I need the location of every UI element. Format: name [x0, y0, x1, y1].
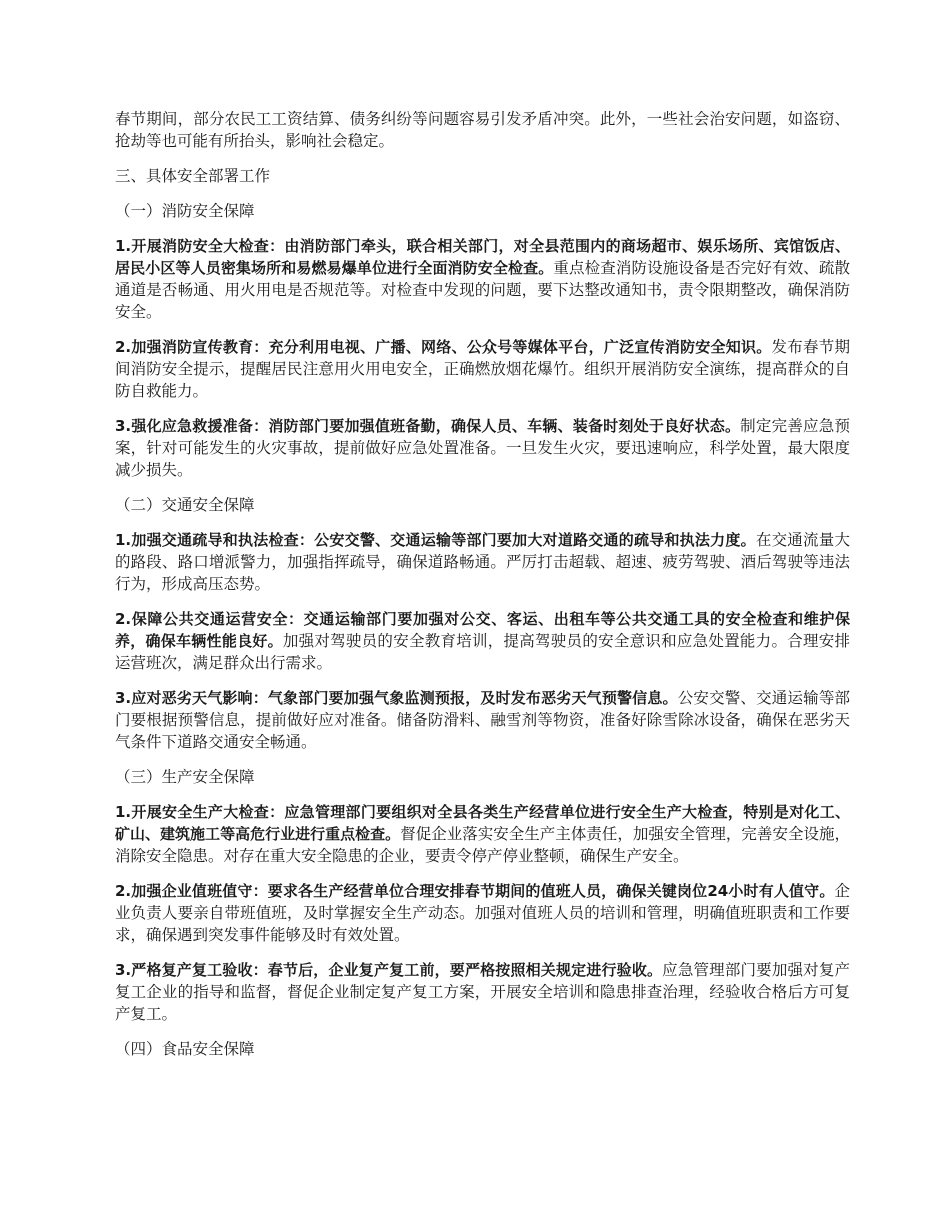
document-page [115, 108, 850, 1073]
subsection-title-traffic: （二）交通安全保障 [115, 496, 255, 514]
intro-paragraph: 春节期间，部分农民工工资结算、债务纠纷等问题容易引发矛盾冲突。此外，一些社会治安问题，如盗窃、抢劫等也可能有所抬头，影响社会稳定。 [115, 110, 850, 150]
production-item-3: 3.严格复产复工验收：春节后，企业复产复工前，要严格按照相关规定进行验收。应急管理部门要加强对复产复工企业的指导和监督，督促企业制定复产复工方案，开展安全培训和隐患排查治理，经验收合格后方可复产复工。 [115, 961, 850, 1023]
subsection-title-fire: （一）消防安全保障 [115, 202, 255, 220]
fire-item-2: 2.加强消防宣传教育：充分利用电视、广播、网络、公众号等媒体平台，广泛宣传消防安全知识。发布春节期间消防安全提示，提醒居民注意用火用电安全，正确燃放烟花爆竹。组织开展消防安全演练，提高群众的自防自救能力。 [115, 338, 850, 400]
traffic-item-1: 1.加强交通疏导和执法检查：公安交警、交通运输等部门要加大对道路交通的疏导和执法力度。在交通流量大的路段、路口增派警力，加强指挥疏导，确保道路畅通。严厉打击超载、超速、疲劳驾驶、酒后驾驶等违法行为，形成高压态势。 [115, 531, 850, 593]
section-heading: 三、具体安全部署工作 [115, 167, 271, 185]
production-item-2: 2.加强企业值班值守：要求各生产经营单位合理安排春节期间的值班人员，确保关键岗位24小时有人值守。企业负责人要亲自带班值班，及时掌握安全生产动态。加强对值班人员的培训和管理，明确值班职责和工作要求，确保遇到突发事件能够及时有效处置。 [115, 882, 850, 944]
subsection-title-food: （四）食品安全保障 [115, 1040, 255, 1058]
traffic-item-2: 2.保障公共交通运营安全：交通运输部门要加强对公交、客运、出租车等公共交通工具的安全检查和维护保养，确保车辆性能良好。加强对驾驶员的安全教育培训，提高驾驶员的安全意识和应急处置能力。合理安排运营班次，满足群众出行需求。 [115, 610, 850, 672]
subsection-title-production: （三）生产安全保障 [115, 768, 255, 786]
fire-item-3: 3.强化应急救援准备：消防部门要加强值班备勤，确保人员、车辆、装备时刻处于良好状态。制定完善应急预案，针对可能发生的火灾事故，提前做好应急处置准备。一旦发生火灾，要迅速响应，科学处置，最大限度减少损失。 [115, 417, 850, 479]
production-item-1: 1.开展安全生产大检查：应急管理部门要组织对全县各类生产经营单位进行安全生产大检查，特别是对化工、矿山、建筑施工等高危行业进行重点检查。督促企业落实安全生产主体责任，加强安全管理，完善安全设施，消除安全隐患。对存在重大安全隐患的企业，要责令停产停业整顿，确保生产安全。 [115, 803, 850, 865]
traffic-item-3: 3.应对恶劣天气影响：气象部门要加强气象监测预报，及时发布恶劣天气预警信息。公安交警、交通运输等部门要根据预警信息，提前做好应对准备。储备防滑料、融雪剂等物资，准备好除雪除冰设备，确保在恶劣天气条件下道路交通安全畅通。 [115, 689, 850, 751]
fire-item-1: 1.开展消防安全大检查：由消防部门牵头，联合相关部门，对全县范围内的商场超市、娱乐场所、宾馆饭店、居民小区等人员密集场所和易燃易爆单位进行全面消防安全检查。重点检查消防设施设备是否完好有效、疏散通道是否畅通、用火用电是否规范等。对检查中发现的问题，要下达整改通知书，责令限期整改，确保消防安全。 [115, 237, 850, 321]
